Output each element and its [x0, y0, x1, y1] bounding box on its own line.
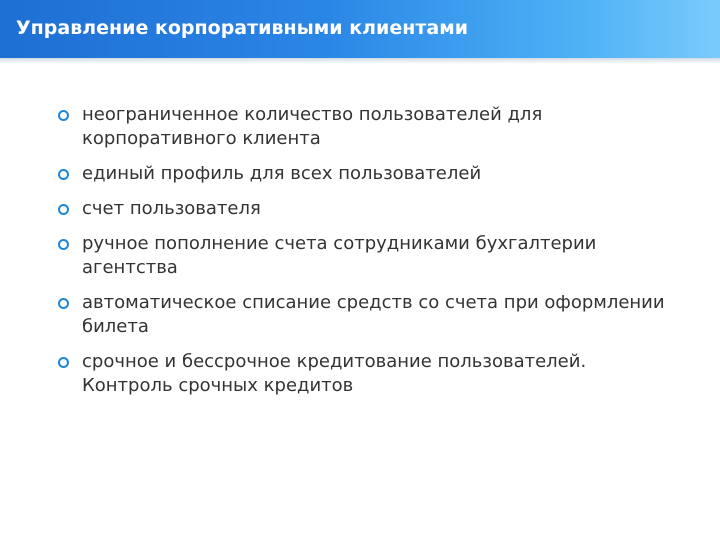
bullet-list: [58, 103, 678, 409]
bullet-item: [58, 291, 678, 339]
ring-bullet-icon: [58, 298, 69, 309]
bullet-text-line: корпоративного клиента: [82, 128, 321, 149]
bullet-item: [58, 232, 678, 280]
bullet-text-line: агентства: [82, 257, 178, 278]
ring-bullet-icon: [58, 239, 69, 250]
bullet-text-line: Контроль срочных кредитов: [82, 375, 354, 396]
bullet-item: [58, 350, 678, 398]
ring-bullet-icon: [58, 110, 69, 121]
bullet-item: [58, 103, 678, 151]
ring-bullet-icon: [58, 204, 69, 215]
bullet-text-line: срочное и бессрочное кредитование пользователей.: [82, 351, 587, 372]
bullet-text-line: единый профиль для всех пользователей: [82, 163, 482, 184]
bullet-text-line: неограниченное количество пользователей для: [82, 104, 543, 125]
bullet-text-line: билета: [82, 316, 149, 337]
ring-bullet-icon: [58, 169, 69, 180]
bullet-item: [58, 162, 678, 186]
header-shadow: [0, 58, 720, 64]
bullet-text-line: автоматическое списание средств со счета при оформлении: [82, 292, 665, 313]
slide-title: Управление корпоративными клиентами: [16, 17, 469, 39]
bullet-text-line: счет пользователя: [82, 198, 261, 219]
header-bar: [0, 0, 720, 58]
bullet-item: [58, 197, 678, 221]
bullet-text-line: ручное пополнение счета сотрудниками бухгалтерии: [82, 233, 597, 254]
ring-bullet-icon: [58, 357, 69, 368]
